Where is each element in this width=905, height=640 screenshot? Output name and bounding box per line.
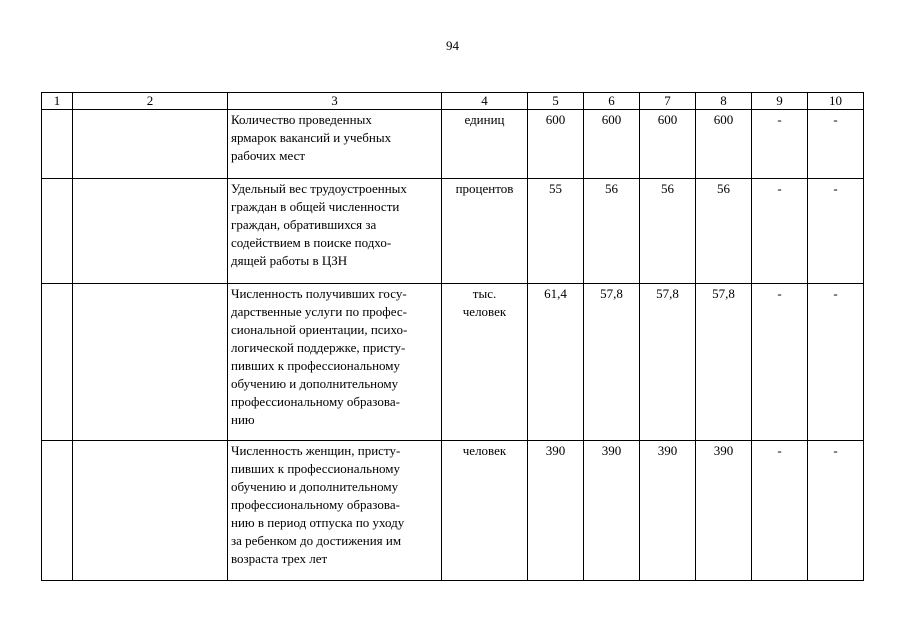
table-row (42, 179, 864, 284)
indicator-name-line: профессиональному образова- (231, 497, 400, 512)
value-cell: 55 (528, 179, 584, 284)
unit-line: тыс. (472, 286, 497, 301)
column-header: 10 (808, 93, 864, 110)
indicator-name-line: нию (231, 412, 255, 427)
value-cell: - (752, 441, 808, 581)
unit-line: единиц (464, 112, 505, 127)
value-cell: - (808, 110, 864, 179)
indicator-name-line: граждан, обратившихся за (231, 217, 377, 232)
indicator-name-line: дящей работы в ЦЗН (231, 253, 348, 268)
unit-cell (442, 179, 528, 284)
value-cell: 600 (584, 110, 640, 179)
value-cell: 56 (640, 179, 696, 284)
value-cell: 57,8 (584, 284, 640, 441)
indicator-name-line: рабочих мест (231, 148, 306, 163)
value-cell: 600 (696, 110, 752, 179)
value-cell: - (752, 110, 808, 179)
indicator-name-line: сиональной ориентации, психо- (231, 322, 408, 337)
unit-line: человек (462, 304, 507, 319)
unit-cell (442, 110, 528, 179)
column-header-row (42, 93, 864, 110)
table-row (42, 110, 864, 179)
value-cell: - (808, 441, 864, 581)
value-cell: 390 (696, 441, 752, 581)
value-cell: 390 (584, 441, 640, 581)
table-row (42, 284, 864, 441)
value-cell: 390 (640, 441, 696, 581)
value-cell: - (752, 179, 808, 284)
page-number: 94 (446, 38, 459, 53)
table-cell-col2 (73, 110, 228, 179)
indicator-name-line: Численность женщин, присту- (231, 443, 401, 458)
indicator-name-line: обучению и дополнительному (231, 376, 399, 391)
table-cell-col1 (42, 110, 73, 179)
indicator-name-line: логической поддержке, присту- (231, 340, 406, 355)
indicator-name-line: Численность получивших госу- (231, 286, 407, 301)
column-header: 9 (752, 93, 808, 110)
table-cell-col2 (73, 179, 228, 284)
value-cell: - (808, 179, 864, 284)
table-row (42, 441, 864, 581)
indicator-name-line: нию в период отпуска по уходу (231, 515, 405, 530)
indicator-name-cell (228, 179, 442, 284)
value-cell: 600 (640, 110, 696, 179)
indicator-name-cell (228, 441, 442, 581)
value-cell: 57,8 (696, 284, 752, 441)
indicator-name-line: пивших к профессиональному (231, 358, 400, 373)
column-header: 1 (42, 93, 73, 110)
column-header: 4 (442, 93, 528, 110)
value-cell: - (808, 284, 864, 441)
table-cell-col2 (73, 284, 228, 441)
column-header: 6 (584, 93, 640, 110)
column-header: 3 (228, 93, 442, 110)
indicator-name-line: Количество проведенных (231, 112, 372, 127)
indicator-name-line: Удельный вес трудоустроенных (231, 181, 407, 196)
value-cell: 56 (584, 179, 640, 284)
indicator-name-line: за ребенком до достижения им (231, 533, 402, 548)
unit-line: процентов (455, 181, 514, 196)
indicator-name-line: содействием в поиске подхо- (231, 235, 392, 250)
table-cell-col1 (42, 179, 73, 284)
indicator-name-line: ярмарок вакансий и учебных (231, 130, 392, 145)
indicator-name-line: профессиональному образова- (231, 394, 400, 409)
indicator-name-line: пивших к профессиональному (231, 461, 400, 476)
value-cell: 57,8 (640, 284, 696, 441)
value-cell: - (752, 284, 808, 441)
indicator-name-line: обучению и дополнительному (231, 479, 399, 494)
column-header: 2 (73, 93, 228, 110)
table-cell-col1 (42, 441, 73, 581)
indicator-name-cell (228, 284, 442, 441)
value-cell: 61,4 (528, 284, 584, 441)
unit-cell (442, 441, 528, 581)
indicator-name-line: дарственные услуги по профес- (231, 304, 407, 319)
indicator-name-line: граждан в общей численности (231, 199, 400, 214)
column-header: 5 (528, 93, 584, 110)
value-cell: 56 (696, 179, 752, 284)
indicator-name-cell (228, 110, 442, 179)
unit-cell (442, 284, 528, 441)
value-cell: 390 (528, 441, 584, 581)
indicator-name-line: возраста трех лет (231, 551, 328, 566)
indicators-table (41, 92, 864, 581)
table-cell-col2 (73, 441, 228, 581)
column-header: 7 (640, 93, 696, 110)
column-header: 8 (696, 93, 752, 110)
unit-line: человек (462, 443, 507, 458)
value-cell: 600 (528, 110, 584, 179)
table-cell-col1 (42, 284, 73, 441)
